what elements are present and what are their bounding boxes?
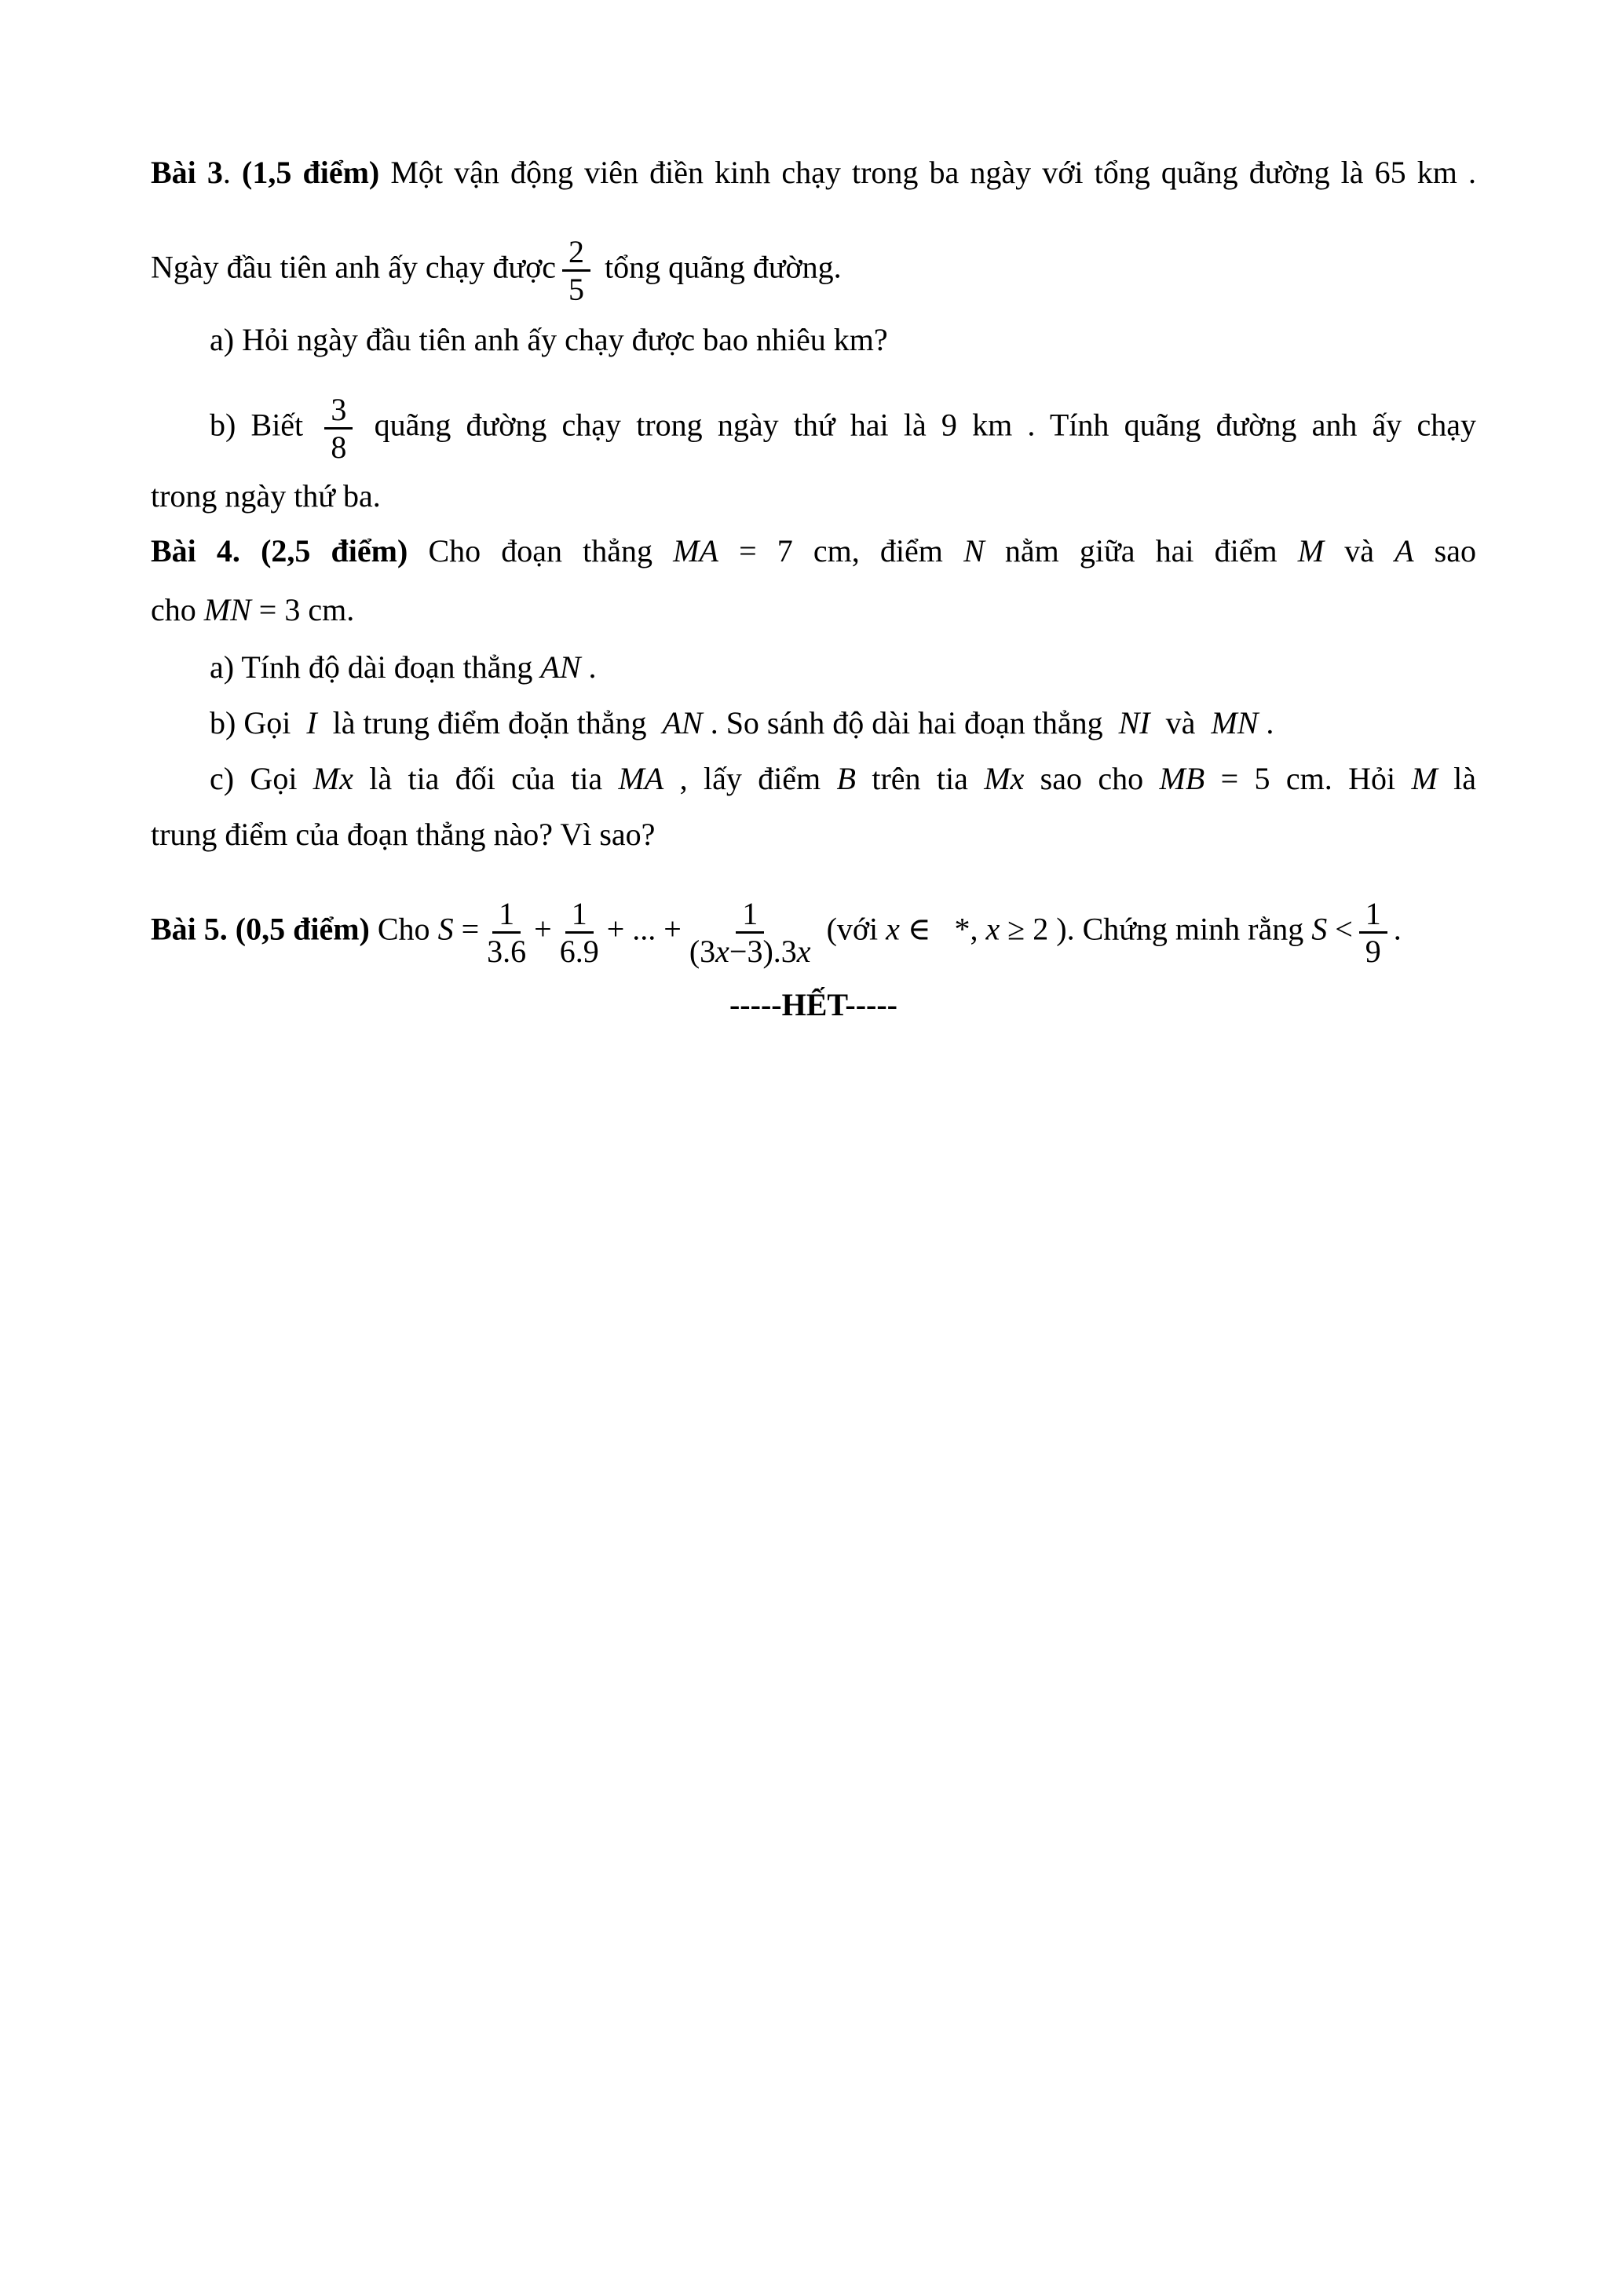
text-run: c) Gọi <box>210 761 313 796</box>
text-run: S <box>437 911 454 947</box>
text-run: = 3 cm. <box>250 592 355 627</box>
text-run: x <box>796 934 811 969</box>
bai3-item-b-cont <box>151 478 1476 514</box>
text-run: 3.6 <box>487 934 527 969</box>
text-run: NI <box>1118 705 1150 740</box>
text-run: là trung điểm đoặn thẳng <box>316 705 663 740</box>
text-run: sao <box>1413 533 1476 569</box>
text-run: trên tia <box>855 761 985 796</box>
fraction-denominator <box>485 934 528 968</box>
text-run: + <box>534 911 552 947</box>
text-run: b) Gọi <box>210 705 307 740</box>
fraction <box>324 393 353 464</box>
text-run: < <box>1327 911 1353 947</box>
text-run: A <box>1395 533 1414 569</box>
text-run: nằm giữa hai điểm <box>984 533 1298 569</box>
text-run: 1 <box>499 896 515 931</box>
bai4-item-a <box>151 649 1476 686</box>
text-run: . <box>222 155 243 190</box>
text-run: Mx <box>984 761 1025 796</box>
text-run: AN <box>540 649 581 685</box>
text-run: a) Hỏi ngày đầu tiên anh ấy chạy được bao nhiêu km? <box>210 322 888 357</box>
text-run: 6.9 <box>559 934 599 969</box>
bai4-item-b <box>151 705 1476 741</box>
fraction <box>1359 897 1387 968</box>
text-run: và <box>1324 533 1395 569</box>
bai3-item-a <box>151 322 1476 358</box>
fraction <box>562 235 590 306</box>
text-run: = <box>453 911 480 947</box>
text-run: cho <box>151 592 204 627</box>
text-run: + ... + <box>606 911 682 947</box>
text-run: . <box>1393 911 1402 947</box>
text-run: N <box>963 533 985 569</box>
text-run: trong ngày thứ ba. <box>151 478 381 514</box>
text-run: là tia đối của tia <box>353 761 619 796</box>
text-run: , lấy điểm <box>663 761 837 796</box>
text-run: Mx <box>313 761 353 796</box>
text-run: Bài 4. (2,5 điểm) <box>151 533 408 569</box>
fraction-denominator <box>567 272 586 306</box>
text-run: x <box>985 911 1000 947</box>
text-run: −3).3 <box>729 934 797 969</box>
text-run: 8 <box>331 430 347 465</box>
text-run: x <box>886 911 900 947</box>
text-run: MA <box>673 533 718 569</box>
text-run: Cho đoạn thẳng <box>408 533 674 569</box>
text-run: (3 <box>689 934 716 969</box>
fraction <box>688 897 813 968</box>
text-run: . <box>1258 705 1274 740</box>
text-run: I <box>306 705 317 740</box>
bai5-line <box>151 897 1476 968</box>
text-run: MN <box>1211 705 1259 740</box>
text-run: 1 <box>742 896 758 931</box>
text-run: ≥ 2 ). Chứng minh rằng <box>1000 911 1312 947</box>
text-run: 9 <box>1365 934 1381 969</box>
footer-het <box>151 987 1476 1023</box>
text-run: sao cho <box>1024 761 1160 796</box>
text-run: quãng đường chạy trong ngày thứ hai là 9 km . Tính quãng đường anh ấy chạy <box>359 407 1476 443</box>
bai4-line2 <box>151 592 1476 628</box>
text-run: . So sánh độ dài hai đoạn thẳng <box>702 705 1119 740</box>
bai4-heading-line <box>151 533 1476 569</box>
fraction-numerator <box>565 897 594 934</box>
text-run: Ngày đầu tiên anh ấy chạy được <box>151 249 556 285</box>
text-run: (1,5 điểm) <box>242 155 380 190</box>
fraction-numerator <box>736 897 764 934</box>
text-run: ∈ *, <box>899 911 986 947</box>
text-run: và <box>1150 705 1212 740</box>
text-run: MA <box>618 761 664 796</box>
text-run: M <box>1297 533 1325 569</box>
text-run: 2 <box>568 234 584 269</box>
text-run: Cho <box>369 911 438 947</box>
bai4-item-c <box>151 761 1476 797</box>
bai4-item-c-cont <box>151 817 1476 853</box>
text-run: . <box>580 649 597 685</box>
text-run: a) Tính độ dài đoạn thẳng <box>210 649 541 685</box>
text-run: 1 <box>571 896 587 931</box>
bai3-heading-line <box>151 155 1476 191</box>
text-run: 3 <box>331 392 347 427</box>
fraction-numerator <box>1359 897 1387 934</box>
fraction <box>558 897 601 968</box>
text-run: tổng quãng đường. <box>596 249 842 285</box>
fraction-numerator <box>562 235 590 272</box>
text-run: Một vận động viên điền kinh chạy trong ba ngày với tổng quãng đường là 65 km . <box>379 155 1477 190</box>
text-run: B <box>836 761 856 796</box>
text-run: là <box>1437 761 1476 796</box>
fraction-numerator <box>324 393 353 430</box>
text-run: S <box>1311 911 1328 947</box>
fraction-denominator <box>329 430 348 464</box>
text-run: Bài 3 <box>151 155 223 190</box>
bai3-item-b <box>151 393 1476 464</box>
fraction-denominator <box>558 934 601 968</box>
text-run: = 5 cm. Hỏi <box>1204 761 1412 796</box>
text-run: (với <box>818 911 886 947</box>
text-run: MB <box>1159 761 1205 796</box>
fraction-denominator <box>688 934 813 968</box>
text-run: Bài 5. (0,5 điểm) <box>151 911 370 947</box>
text-run: b) Biết <box>210 407 319 443</box>
text-run: M <box>1411 761 1438 796</box>
text-run: trung điểm của đoạn thẳng nào? Vì sao? <box>151 817 656 852</box>
fraction-denominator <box>1364 934 1383 968</box>
text-run: x <box>715 934 729 969</box>
text-run: 1 <box>1365 896 1381 931</box>
text-run: AN <box>662 705 703 740</box>
bai3-line2 <box>151 235 1476 306</box>
fraction <box>485 897 528 968</box>
fraction-numerator <box>492 897 521 934</box>
text-run: -----HẾT----- <box>729 987 897 1022</box>
text-run: MN <box>203 592 251 627</box>
text-run: 5 <box>568 272 584 307</box>
text-run: = 7 cm, điểm <box>718 533 964 569</box>
